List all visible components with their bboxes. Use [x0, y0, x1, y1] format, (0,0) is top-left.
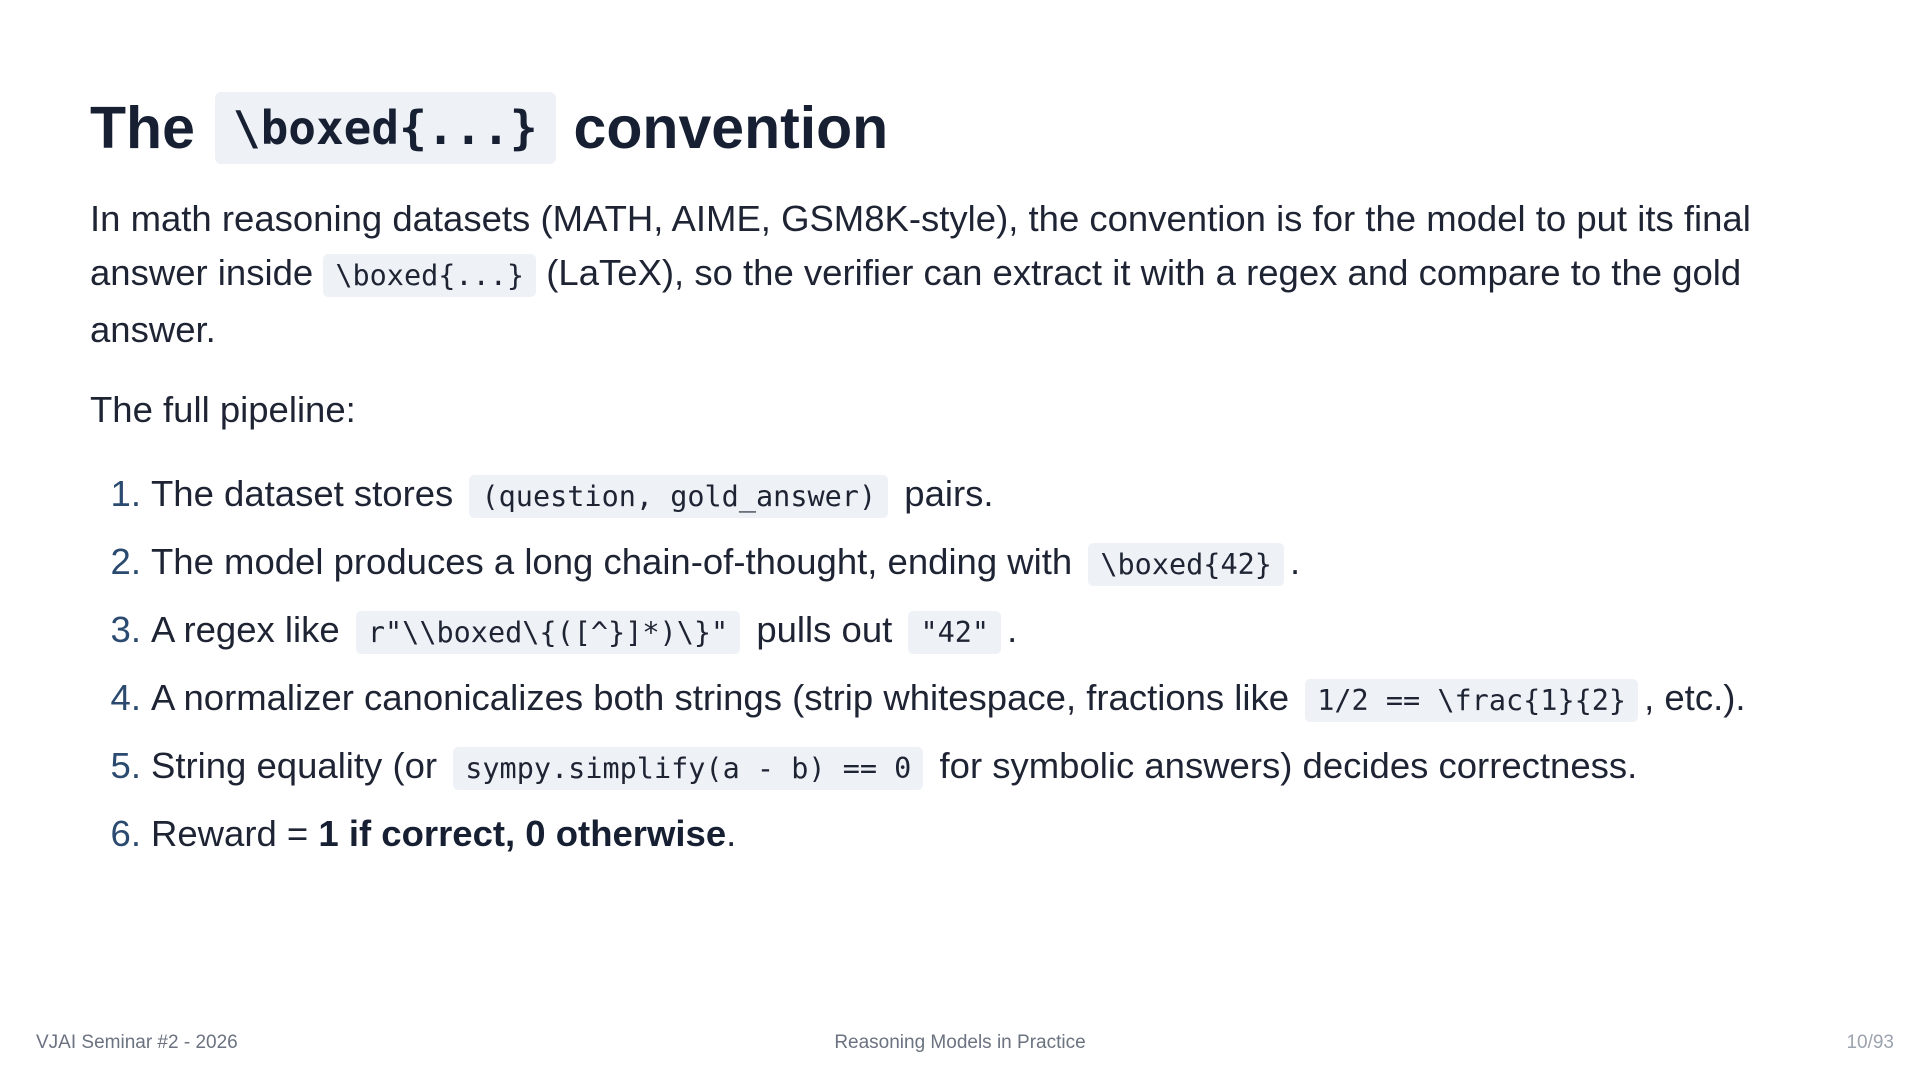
step-code: 1/2 == \frac{1}{2}: [1305, 679, 1638, 722]
step-code-2: "42": [908, 611, 1001, 654]
step-code: sympy.simplify(a - b) == 0: [453, 747, 923, 790]
pipeline-list: [90, 461, 1830, 866]
intro-text-2: (LaTeX), so the verifier can extract it with a regex and compare to the gold answer.: [90, 252, 1742, 350]
title-prefix: The: [90, 95, 195, 161]
step-text: A regex like: [151, 609, 340, 650]
list-number: 5.: [110, 745, 141, 786]
slide-content: [90, 86, 1830, 866]
list-number: 6.: [110, 813, 141, 854]
step-text: A normalizer canonicalizes both strings (strip whitespace, fractions like: [151, 677, 1290, 718]
list-number: 4.: [110, 677, 141, 718]
step-emphasis: 1 if correct, 0 otherwise: [318, 813, 727, 854]
title-suffix: convention: [573, 95, 889, 161]
list-item: [90, 597, 1830, 665]
step-text-end: pairs.: [904, 473, 994, 514]
step-code: r"\\boxed\{([^}]*)\}": [356, 611, 740, 654]
step-text: Reward =: [151, 813, 309, 854]
step-text: The model produces a long chain-of-thought, ending with: [151, 541, 1073, 582]
step-text: The dataset stores: [151, 473, 454, 514]
list-item: [90, 529, 1830, 597]
footer-title: Reasoning Models in Practice: [834, 1032, 1086, 1053]
intro-code: \boxed{...}: [323, 254, 536, 297]
list-item: [90, 801, 1830, 866]
list-item: [90, 665, 1830, 733]
step-text-end: , etc.).: [1644, 677, 1746, 718]
list-item: [90, 461, 1830, 529]
pipeline-lead: The full pipeline:: [90, 389, 356, 430]
slide-title: [90, 86, 1830, 170]
step-text-mid: pulls out: [756, 609, 893, 650]
list-number: 1.: [110, 473, 141, 514]
step-text-end: .: [1007, 609, 1018, 650]
intro-paragraph: [90, 192, 1830, 357]
list-item: [90, 733, 1830, 801]
page-number: 10/93: [1846, 1032, 1894, 1053]
footer-event: VJAI Seminar #2 - 2026: [36, 1032, 238, 1053]
list-number: 3.: [110, 609, 141, 650]
intro-text-1: In math reasoning datasets (MATH, AIME, GSM8K-style), the convention is for the model to put its final answer inside: [90, 198, 1751, 293]
list-number: 2.: [110, 541, 141, 582]
step-code: (question, gold_answer): [469, 475, 888, 518]
step-text-end: .: [1289, 541, 1301, 582]
title-code: \boxed{...}: [215, 92, 556, 164]
step-text-end: for symbolic answers) decides correctness.: [939, 745, 1638, 786]
step-text-end: .: [726, 813, 737, 854]
step-text: String equality (or: [151, 745, 438, 786]
step-code: \boxed{42}: [1088, 543, 1284, 586]
